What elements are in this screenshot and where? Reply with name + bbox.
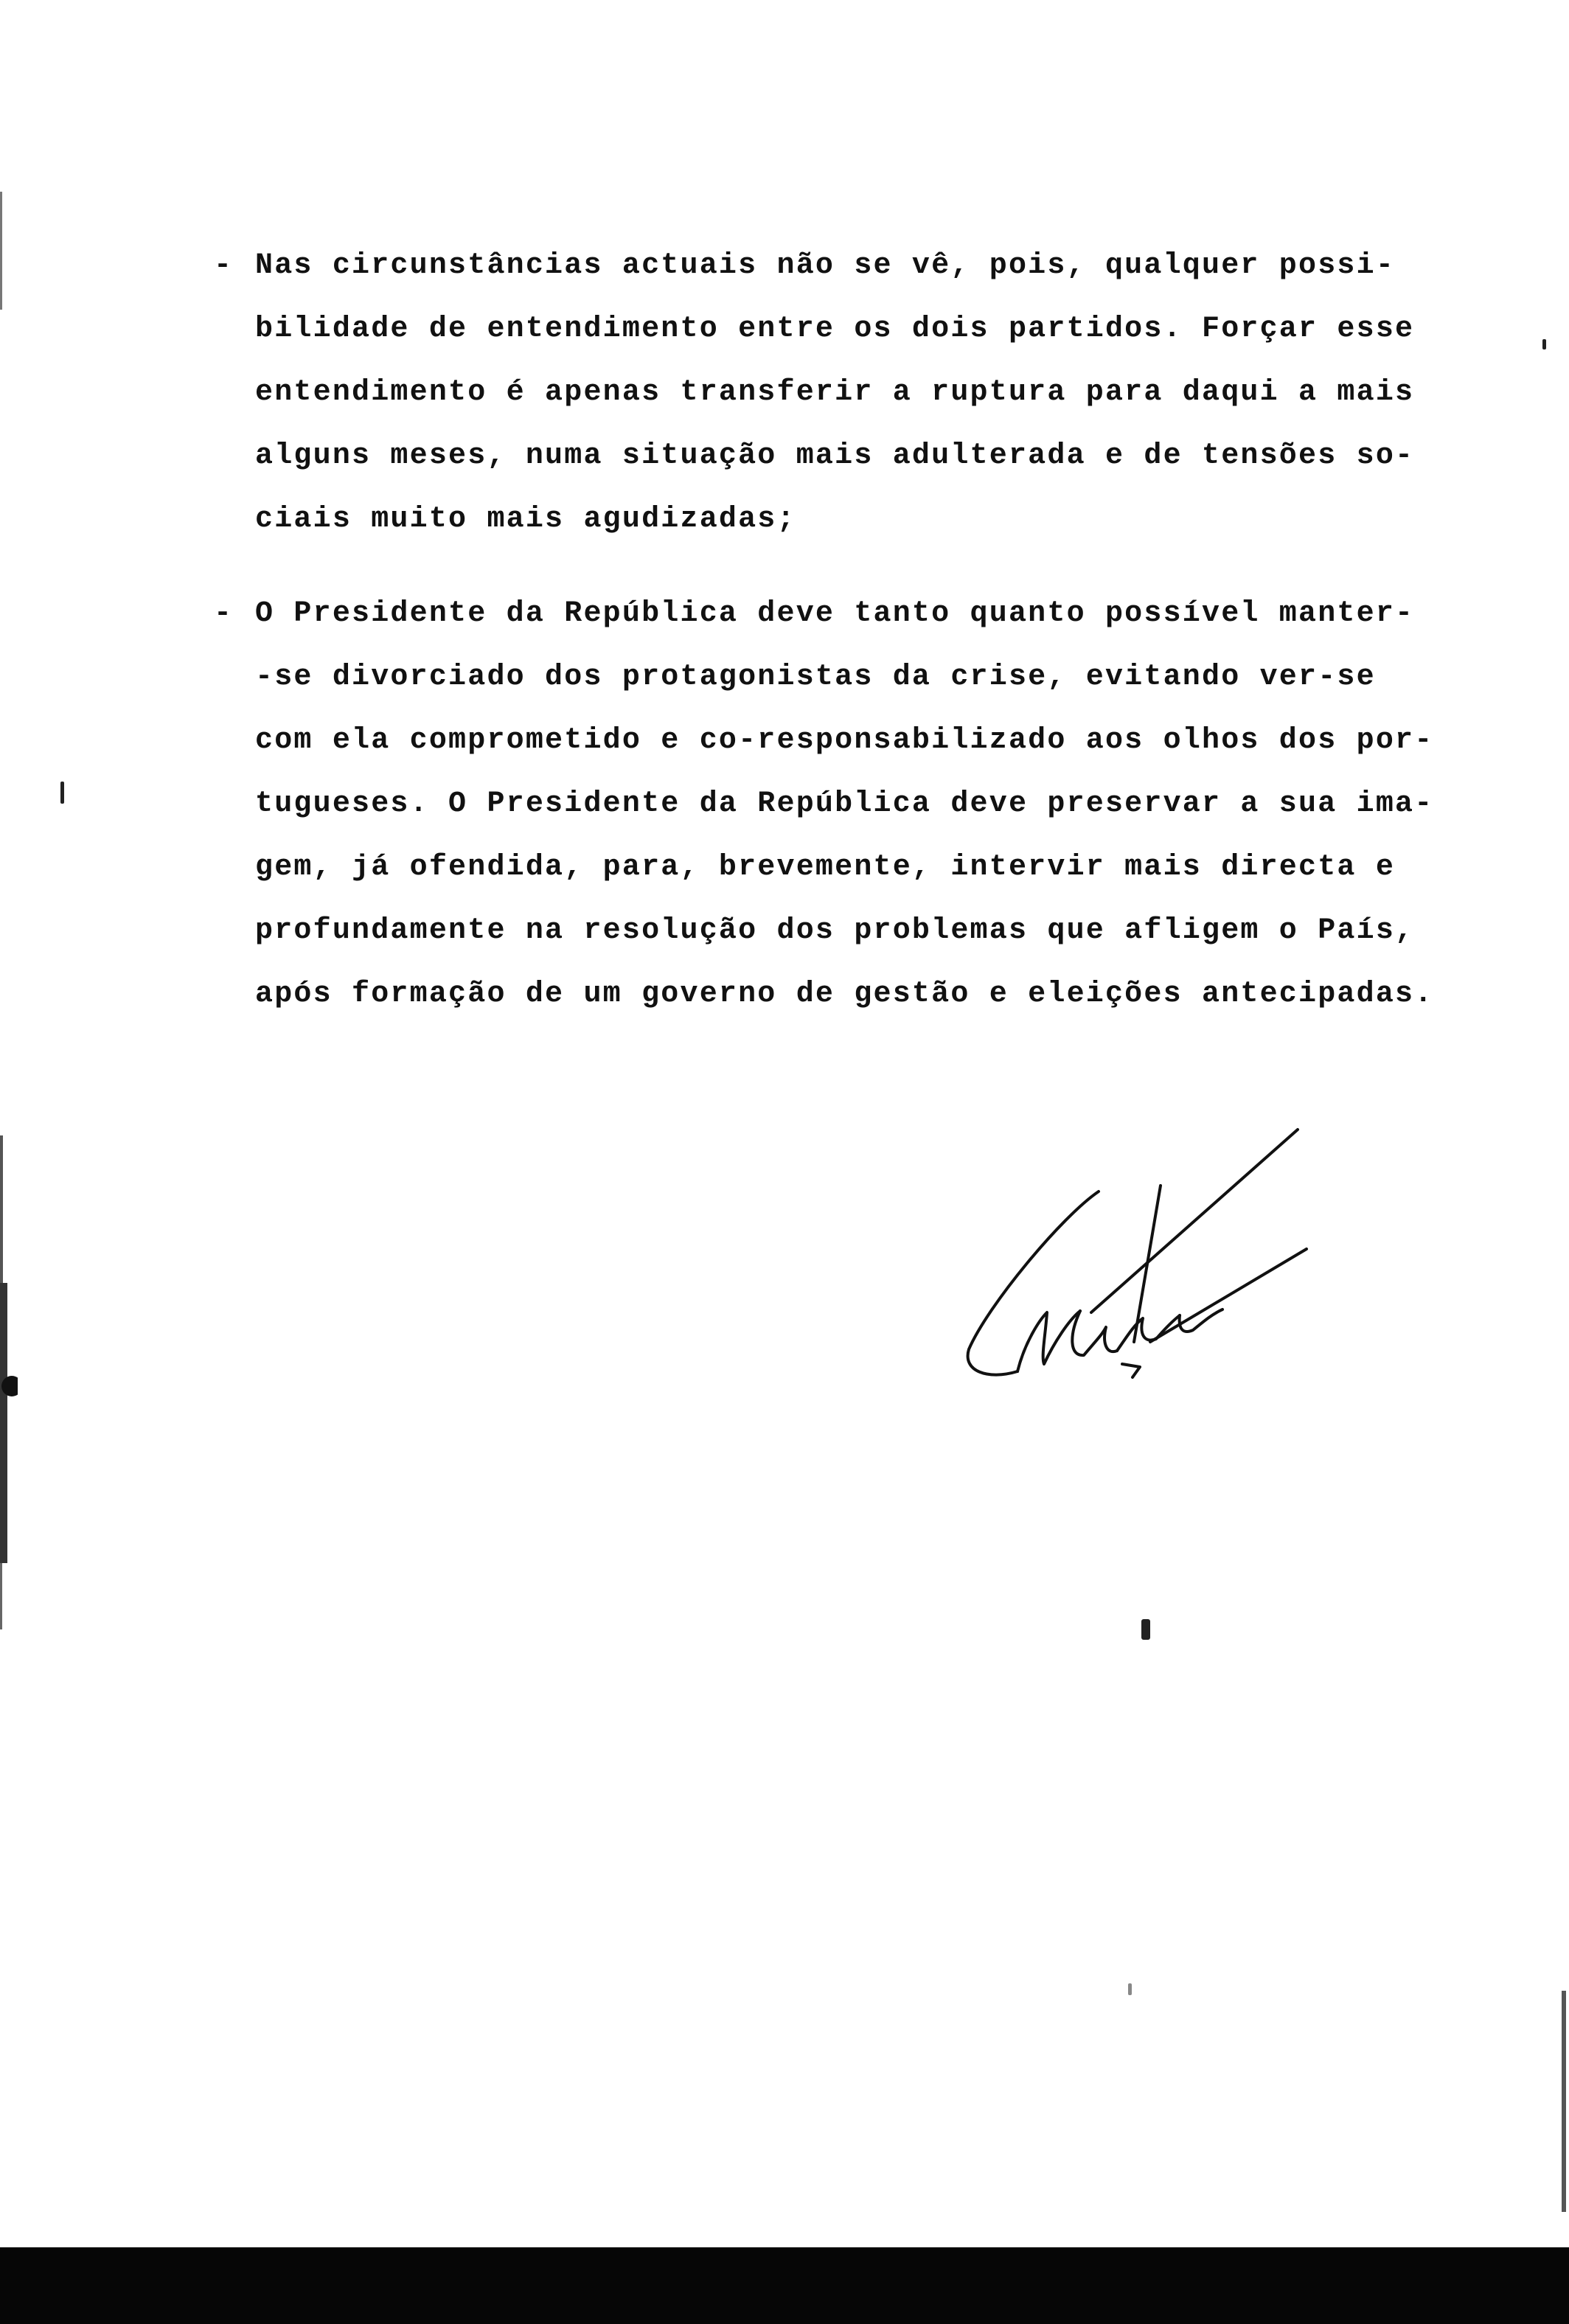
list-marker: - xyxy=(214,597,232,630)
paragraph-1 xyxy=(214,234,1415,552)
scan-speck xyxy=(1562,1991,1566,2212)
text-line: após formação de um governo de gestão e eleições antecipadas. xyxy=(255,978,1434,1011)
text-line: Nas circunstâncias actuais não se vê, pois, qualquer possi- xyxy=(255,249,1396,282)
scan-edge-artifact xyxy=(0,0,18,2324)
text-line: tugueses. O Presidente da República deve preservar a sua ima- xyxy=(255,787,1434,821)
scan-speck xyxy=(1128,1983,1132,1995)
text-line: alguns meses, numa situação mais adulterada e de tensões so- xyxy=(255,439,1415,473)
text-line: profundamente na resolução dos problemas que afligem o País, xyxy=(255,914,1415,947)
text-line: -se divorciado dos protagonistas da crise, evitando ver-se xyxy=(255,661,1376,694)
text-line: entendimento é apenas transferir a ruptura para daqui a mais xyxy=(255,376,1415,409)
text-line: com ela comprometido e co-responsabilizado aos olhos dos por- xyxy=(255,724,1434,757)
scan-speck xyxy=(60,782,64,804)
text-line: gem, já ofendida, para, brevemente, intervir mais directa e xyxy=(255,851,1396,884)
paragraph-2 xyxy=(214,582,1434,1026)
text-line: bilidade de entendimento entre os dois partidos. Forçar esse xyxy=(255,313,1415,346)
scan-bottom-band xyxy=(0,2247,1569,2324)
text-line: ciais muito mais agudizadas; xyxy=(255,503,796,536)
scan-speck xyxy=(1141,1619,1150,1640)
handwritten-signature xyxy=(959,1121,1327,1386)
text-line: O Presidente da República deve tanto quanto possível manter- xyxy=(255,597,1415,630)
list-marker: - xyxy=(214,249,232,282)
scan-speck xyxy=(1542,339,1546,349)
